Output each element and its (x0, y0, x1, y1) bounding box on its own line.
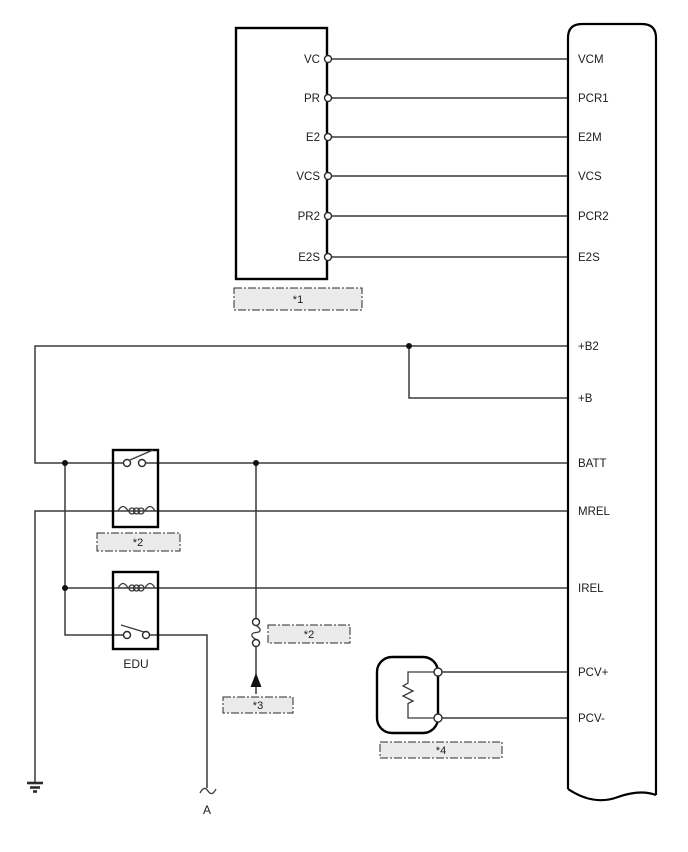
pin-b: +B (578, 393, 593, 405)
wire-b-pin (409, 346, 568, 398)
relay-switch-icon (124, 450, 154, 467)
ecu-pin-labels (296, 54, 320, 264)
ref-label-3: *3 (252, 700, 264, 712)
pin-e2s: E2S (578, 252, 600, 264)
edu-label: EDU (123, 657, 149, 671)
pin-pcr1: PCR1 (578, 93, 609, 105)
pin-b2: +B2 (578, 341, 599, 353)
ref-label-2-relay: *2 (132, 537, 144, 549)
ecu-pin-pr: PR (304, 93, 320, 105)
arrow-up-icon (251, 673, 262, 687)
terminal-circle-icon (124, 460, 131, 467)
fuse-squiggle-icon (252, 626, 260, 640)
main-relay (113, 450, 158, 527)
wire-b2-batt-feed (35, 346, 568, 463)
power-wires (35, 346, 568, 788)
ecu-pin-e2: E2 (305, 132, 320, 144)
pin-vcm: VCM (578, 54, 604, 66)
terminal-circle-icon (325, 56, 332, 63)
junction-dots (62, 343, 412, 591)
terminal-circle-icon (253, 619, 260, 626)
wire-mrel-ground (35, 511, 568, 782)
junction-dot-icon (62, 585, 68, 591)
ref-label-2-fuse: *2 (303, 629, 315, 641)
terminal-circle-icon (434, 714, 442, 722)
ground-icon (27, 783, 43, 792)
wire-edu-to-point-a (150, 635, 208, 788)
signal-wires (332, 59, 569, 257)
switch-blade-icon (121, 625, 144, 632)
ecu-pin-vc: VC (304, 54, 320, 66)
terminal-circle-icon (325, 213, 332, 220)
ref-label-4: *4 (435, 745, 447, 757)
edu-switch-icon (121, 625, 150, 639)
terminal-circle-icon (325, 173, 332, 180)
pin-batt: BATT (578, 458, 607, 470)
resistor-icon (403, 672, 437, 718)
point-a-label: A (202, 803, 212, 817)
pin-mrel: MREL (578, 506, 610, 518)
pin-e2m: E2M (578, 132, 602, 144)
connector-break-wave-icon (568, 789, 656, 800)
ecm-connector (568, 24, 656, 800)
terminal-circle-icon (139, 460, 146, 467)
terminal-circle-icon (325, 254, 332, 261)
wire-break-icon (200, 788, 216, 793)
junction-dot-icon (253, 460, 259, 466)
junction-dot-icon (406, 343, 412, 349)
pin-vcs: VCS (578, 171, 602, 183)
edu-relay (113, 572, 158, 671)
sensor-outline (377, 657, 438, 733)
terminal-circle-icon (325, 134, 332, 141)
ecu-pin-vcs: VCS (296, 171, 320, 183)
pin-pcr2: PCR2 (578, 211, 609, 223)
fusible-link (252, 619, 260, 647)
junction-dot-icon (62, 460, 68, 466)
pcv-sensor (377, 657, 442, 733)
point-a (200, 788, 216, 817)
connector-pin-labels (578, 54, 611, 725)
pin-irel: IREL (578, 583, 604, 595)
ref-label-1: *1 (292, 294, 304, 306)
pin-pcv-minus: PCV- (578, 713, 605, 725)
terminal-circle-icon (124, 632, 131, 639)
ecu-pin-e2s: E2S (298, 252, 320, 264)
switch-blade-icon (130, 450, 153, 460)
ecu-pin-pr2: PR2 (297, 211, 320, 223)
main-relay-outline (113, 450, 158, 527)
terminal-circle-icon (253, 640, 260, 647)
pin-pcv-plus: PCV+ (578, 667, 609, 679)
terminal-circle-icon (325, 95, 332, 102)
terminal-circle-icon (143, 632, 150, 639)
battery-source-arrow (251, 673, 262, 687)
terminal-circle-icon (434, 668, 442, 676)
ecu-box (236, 28, 332, 279)
